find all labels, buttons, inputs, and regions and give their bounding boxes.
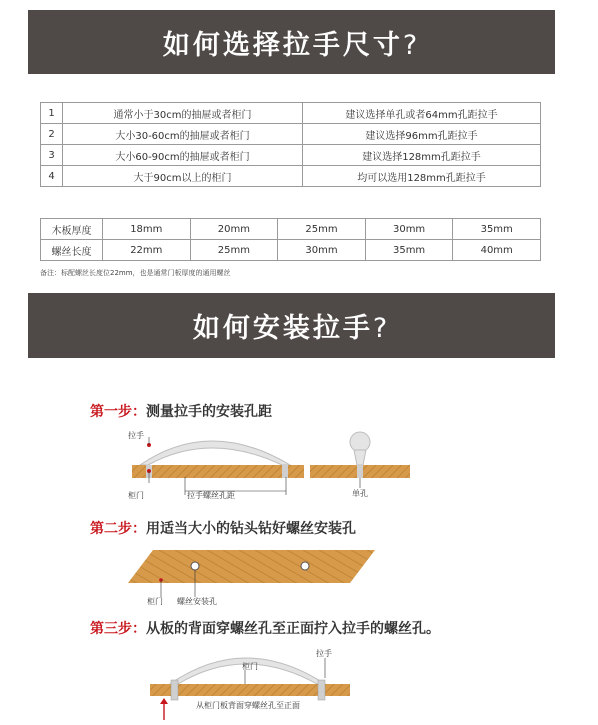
step-1-title: 第一步：测量拉手的安装孔距 — [90, 404, 272, 420]
drill-hole — [301, 562, 309, 570]
drill-hole — [191, 562, 199, 570]
row-advice: 建议选择96mm孔距拉手 — [303, 124, 541, 145]
row-description: 通常小于30cm的抽屉或者柜门 — [63, 103, 303, 124]
table-cell: 22mm — [103, 240, 191, 261]
row-number: 2 — [41, 124, 63, 145]
label-single-hole: 单孔 — [352, 489, 368, 498]
door-board-angled — [128, 550, 375, 583]
row-description: 大小60-90cm的抽屉或者柜门 — [63, 145, 303, 166]
size-table — [40, 102, 541, 187]
table-cell: 18mm — [103, 219, 191, 240]
step-2-title: 第二步：用适当大小的钻头钻好螺丝安装孔 — [90, 521, 356, 537]
table-row — [41, 124, 541, 145]
label-caption: 从柜门板背面穿螺丝孔至正面 — [196, 701, 300, 710]
table-cell: 35mm — [365, 240, 453, 261]
step-3-diagram — [140, 640, 370, 722]
step-2-diagram — [125, 540, 385, 610]
step-3-title: 第三步：从板的背面穿螺丝孔至正面拧入拉手的螺丝孔。 — [90, 621, 440, 637]
label-door: 柜门 — [128, 491, 144, 500]
label-door: 柜门 — [147, 597, 163, 606]
label-handle: 拉手 — [316, 649, 332, 658]
section-title-size: 如何选择拉手尺寸? — [162, 29, 421, 61]
row-description: 大于90cm以上的柜门 — [63, 166, 303, 187]
table-cell: 40mm — [453, 240, 541, 261]
row-label: 螺丝长度 — [41, 240, 103, 261]
door-board — [132, 465, 304, 478]
row-advice: 建议选择单孔或者64mm孔距拉手 — [303, 103, 541, 124]
row-advice: 均可以选用128mm孔距拉手 — [303, 166, 541, 187]
handle-arc — [140, 441, 290, 465]
note-text: 备注：标配螺丝长度位22mm，也是通常门板厚度的通用螺丝 — [40, 269, 231, 277]
table-cell: 25mm — [278, 219, 366, 240]
table-row — [41, 145, 541, 166]
label-screw-hole: 螺丝安装孔 — [177, 597, 217, 606]
table-cell: 35mm — [453, 219, 541, 240]
section-banner-install — [28, 293, 555, 358]
table-row — [41, 166, 541, 187]
table-row — [41, 240, 541, 261]
row-number: 3 — [41, 145, 63, 166]
table-row — [41, 219, 541, 240]
section-title-install: 如何安装拉手? — [192, 313, 391, 344]
table-row — [41, 103, 541, 124]
table-cell: 30mm — [278, 240, 366, 261]
label-handle: 拉手 — [128, 431, 144, 440]
section-banner-size — [28, 10, 555, 74]
screw-table — [40, 218, 541, 261]
label-door: 柜门 — [242, 662, 258, 671]
row-number: 1 — [41, 103, 63, 124]
row-number: 4 — [41, 166, 63, 187]
table-cell: 20mm — [190, 219, 278, 240]
row-description: 大小30-60cm的抽屉或者柜门 — [63, 124, 303, 145]
row-advice: 建议选择128mm孔距拉手 — [303, 145, 541, 166]
step-1-diagram — [110, 425, 430, 500]
table-cell: 30mm — [365, 219, 453, 240]
table-cell: 25mm — [190, 240, 278, 261]
label-spacing: 拉手螺丝孔距 — [187, 491, 235, 500]
row-label: 木板厚度 — [41, 219, 103, 240]
